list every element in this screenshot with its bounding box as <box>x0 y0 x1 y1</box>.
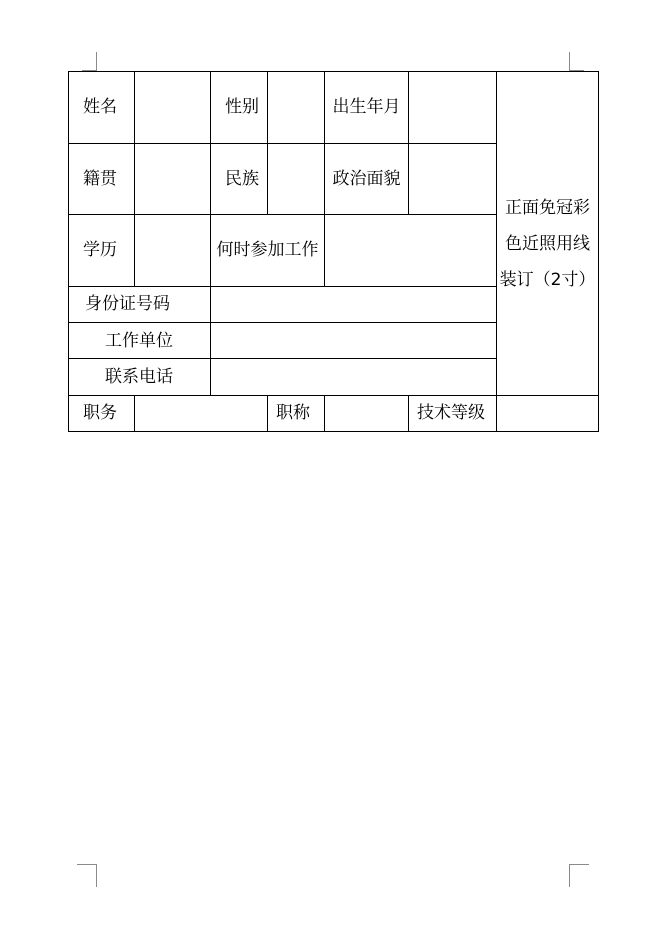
registration-form-table <box>68 71 599 432</box>
ethnicity-label: 民族 <box>211 143 268 215</box>
crop-mark-bottom-right <box>569 864 589 887</box>
birth-label: 出生年月 <box>325 72 409 144</box>
birth-field[interactable] <box>409 72 497 144</box>
education-field[interactable] <box>135 215 211 287</box>
phone-label: 联系电话 <box>69 359 211 395</box>
position-label: 职务 <box>69 395 135 431</box>
id-number-field[interactable] <box>211 286 497 322</box>
crop-mark-bottom-left <box>77 864 97 887</box>
gender-field[interactable] <box>268 72 325 144</box>
crop-mark-top-left <box>82 52 97 71</box>
form-row-name <box>69 72 599 144</box>
title-field[interactable] <box>325 395 409 431</box>
work-start-field[interactable] <box>325 215 497 287</box>
gender-label: 性别 <box>211 72 268 144</box>
education-label: 学历 <box>69 215 135 287</box>
crop-mark-top-right <box>569 52 584 71</box>
native-label: 籍贯 <box>69 143 135 215</box>
id-number-label: 身份证号码 <box>69 286 211 322</box>
position-field[interactable] <box>135 395 268 431</box>
work-start-label: 何时参加工作 <box>211 215 325 287</box>
employer-label: 工作单位 <box>69 323 211 359</box>
title-label: 职称 <box>268 395 325 431</box>
phone-field[interactable] <box>211 359 497 395</box>
name-label: 姓名 <box>69 72 135 144</box>
form-row-position <box>69 395 599 431</box>
native-field[interactable] <box>135 143 211 215</box>
skill-level-field[interactable] <box>497 395 599 431</box>
employer-field[interactable] <box>211 323 497 359</box>
political-field[interactable] <box>409 143 497 215</box>
political-label: 政治面貌 <box>325 143 409 215</box>
photo-placeholder: 正面免冠彩色近照用线装订（2寸） <box>497 72 599 396</box>
name-field[interactable] <box>135 72 211 144</box>
ethnicity-field[interactable] <box>268 143 325 215</box>
skill-level-label: 技术等级 <box>409 395 497 431</box>
